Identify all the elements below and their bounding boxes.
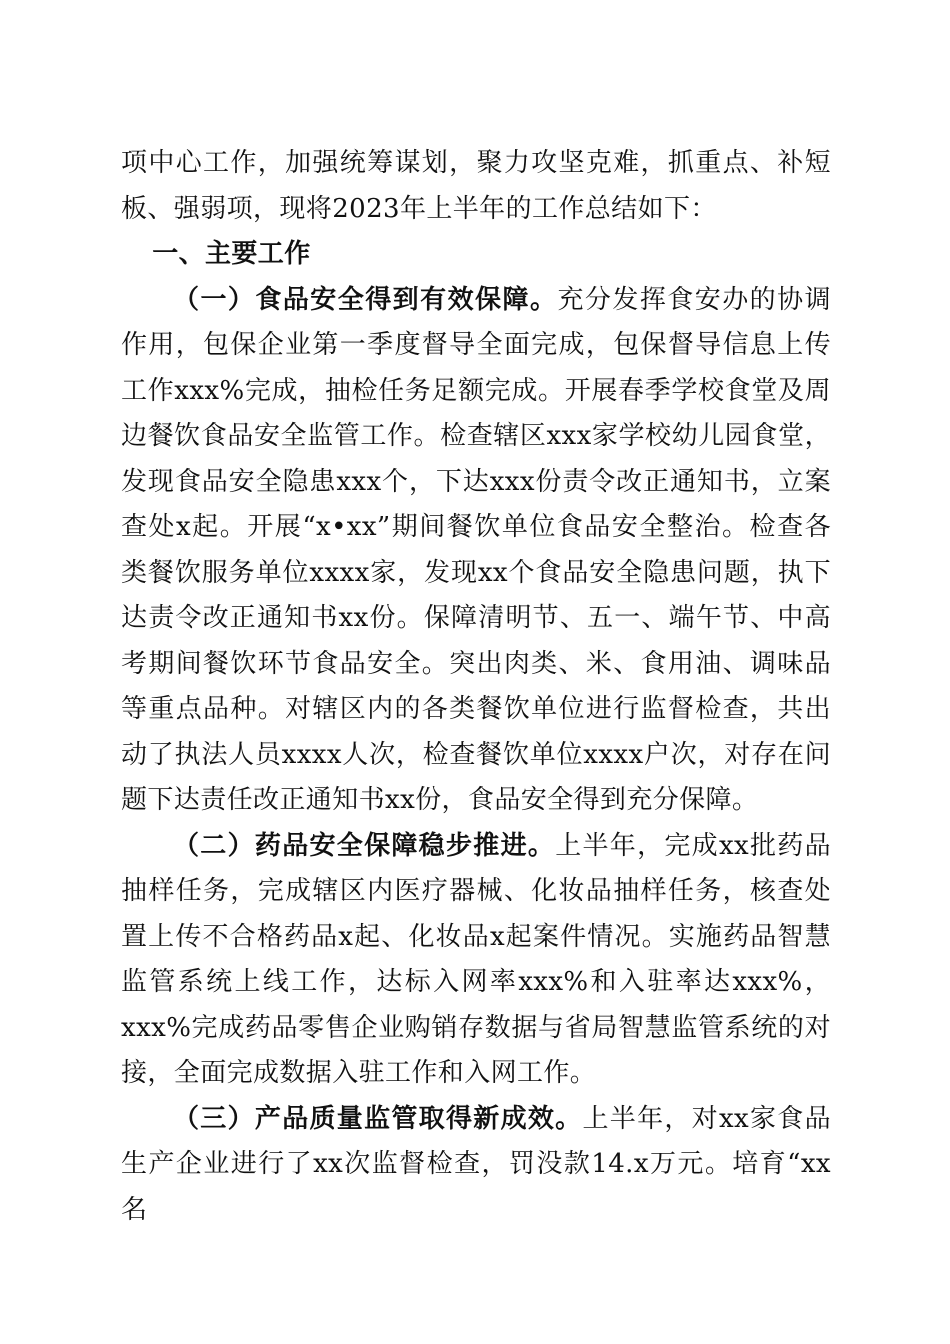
paragraph-lead: （三）产品质量监管取得新成效。	[173, 1103, 583, 1134]
intro-paragraph: 项中心工作，加强统筹谋划，聚力攻坚克难，抓重点、补短板、强弱项，现将2023年上半年的工作总结如下：	[121, 148, 831, 224]
paragraph-text: 上半年，完成xx批药品抽样任务，完成辖区内医疗器械、化妆品抽样任务，核查处置上传不合格药品x起、化妆品x起案件情况。实施药品智慧监管系统上线工作，达标入网率xxx%和入驻率达xxx%，xxx%完成药品零售企业购销存数据与省局智慧监管系统的对接，全面完成数据入驻工作和入网工作。	[121, 830, 831, 1088]
paragraph-product-quality	[121, 1097, 831, 1234]
paragraph-lead: （一）食品安全得到有效保障。	[173, 284, 558, 315]
section-heading: 一、主要工作	[152, 239, 311, 269]
paragraph-drug-safety	[121, 824, 831, 1097]
paragraph-lead: （二）药品安全保障稳步推进。	[173, 830, 556, 861]
paragraph-food-safety	[121, 278, 831, 824]
paragraph-text: 充分发挥食安办的协调作用，包保企业第一季度督导全面完成，包保督导信息上传工作xxx%完成，抽检任务足额完成。开展春季学校食堂及周边餐饮食品安全监管工作。检查辖区xxx家学校幼儿园食堂，发现食品安全隐患xxx个，下达xxx份责令改正通知书，立案查处x起。开展“x•xx”期间餐饮单位食品安全整治。检查各类餐饮服务单位xxxx家，发现xx个食品安全隐患问题，执下达责令改正通知书xx份。保障清明节、五一、端午节、中高考期间餐饮环节食品安全。突出肉类、米、食用油、调味品等重点品种。对辖区内的各类餐饮单位进行监督检查，共出动了执法人员xxxx人次，检查餐饮单位xxxx户次，对存在问题下达责任改正通知书xx份，食品安全得到充分保障。	[121, 284, 831, 815]
document-body	[121, 141, 831, 1233]
paragraph-text: 上半年，对xx家食品生产企业进行了xx次监督检查，罚没款14.x万元。培育“xx名	[121, 1103, 831, 1225]
